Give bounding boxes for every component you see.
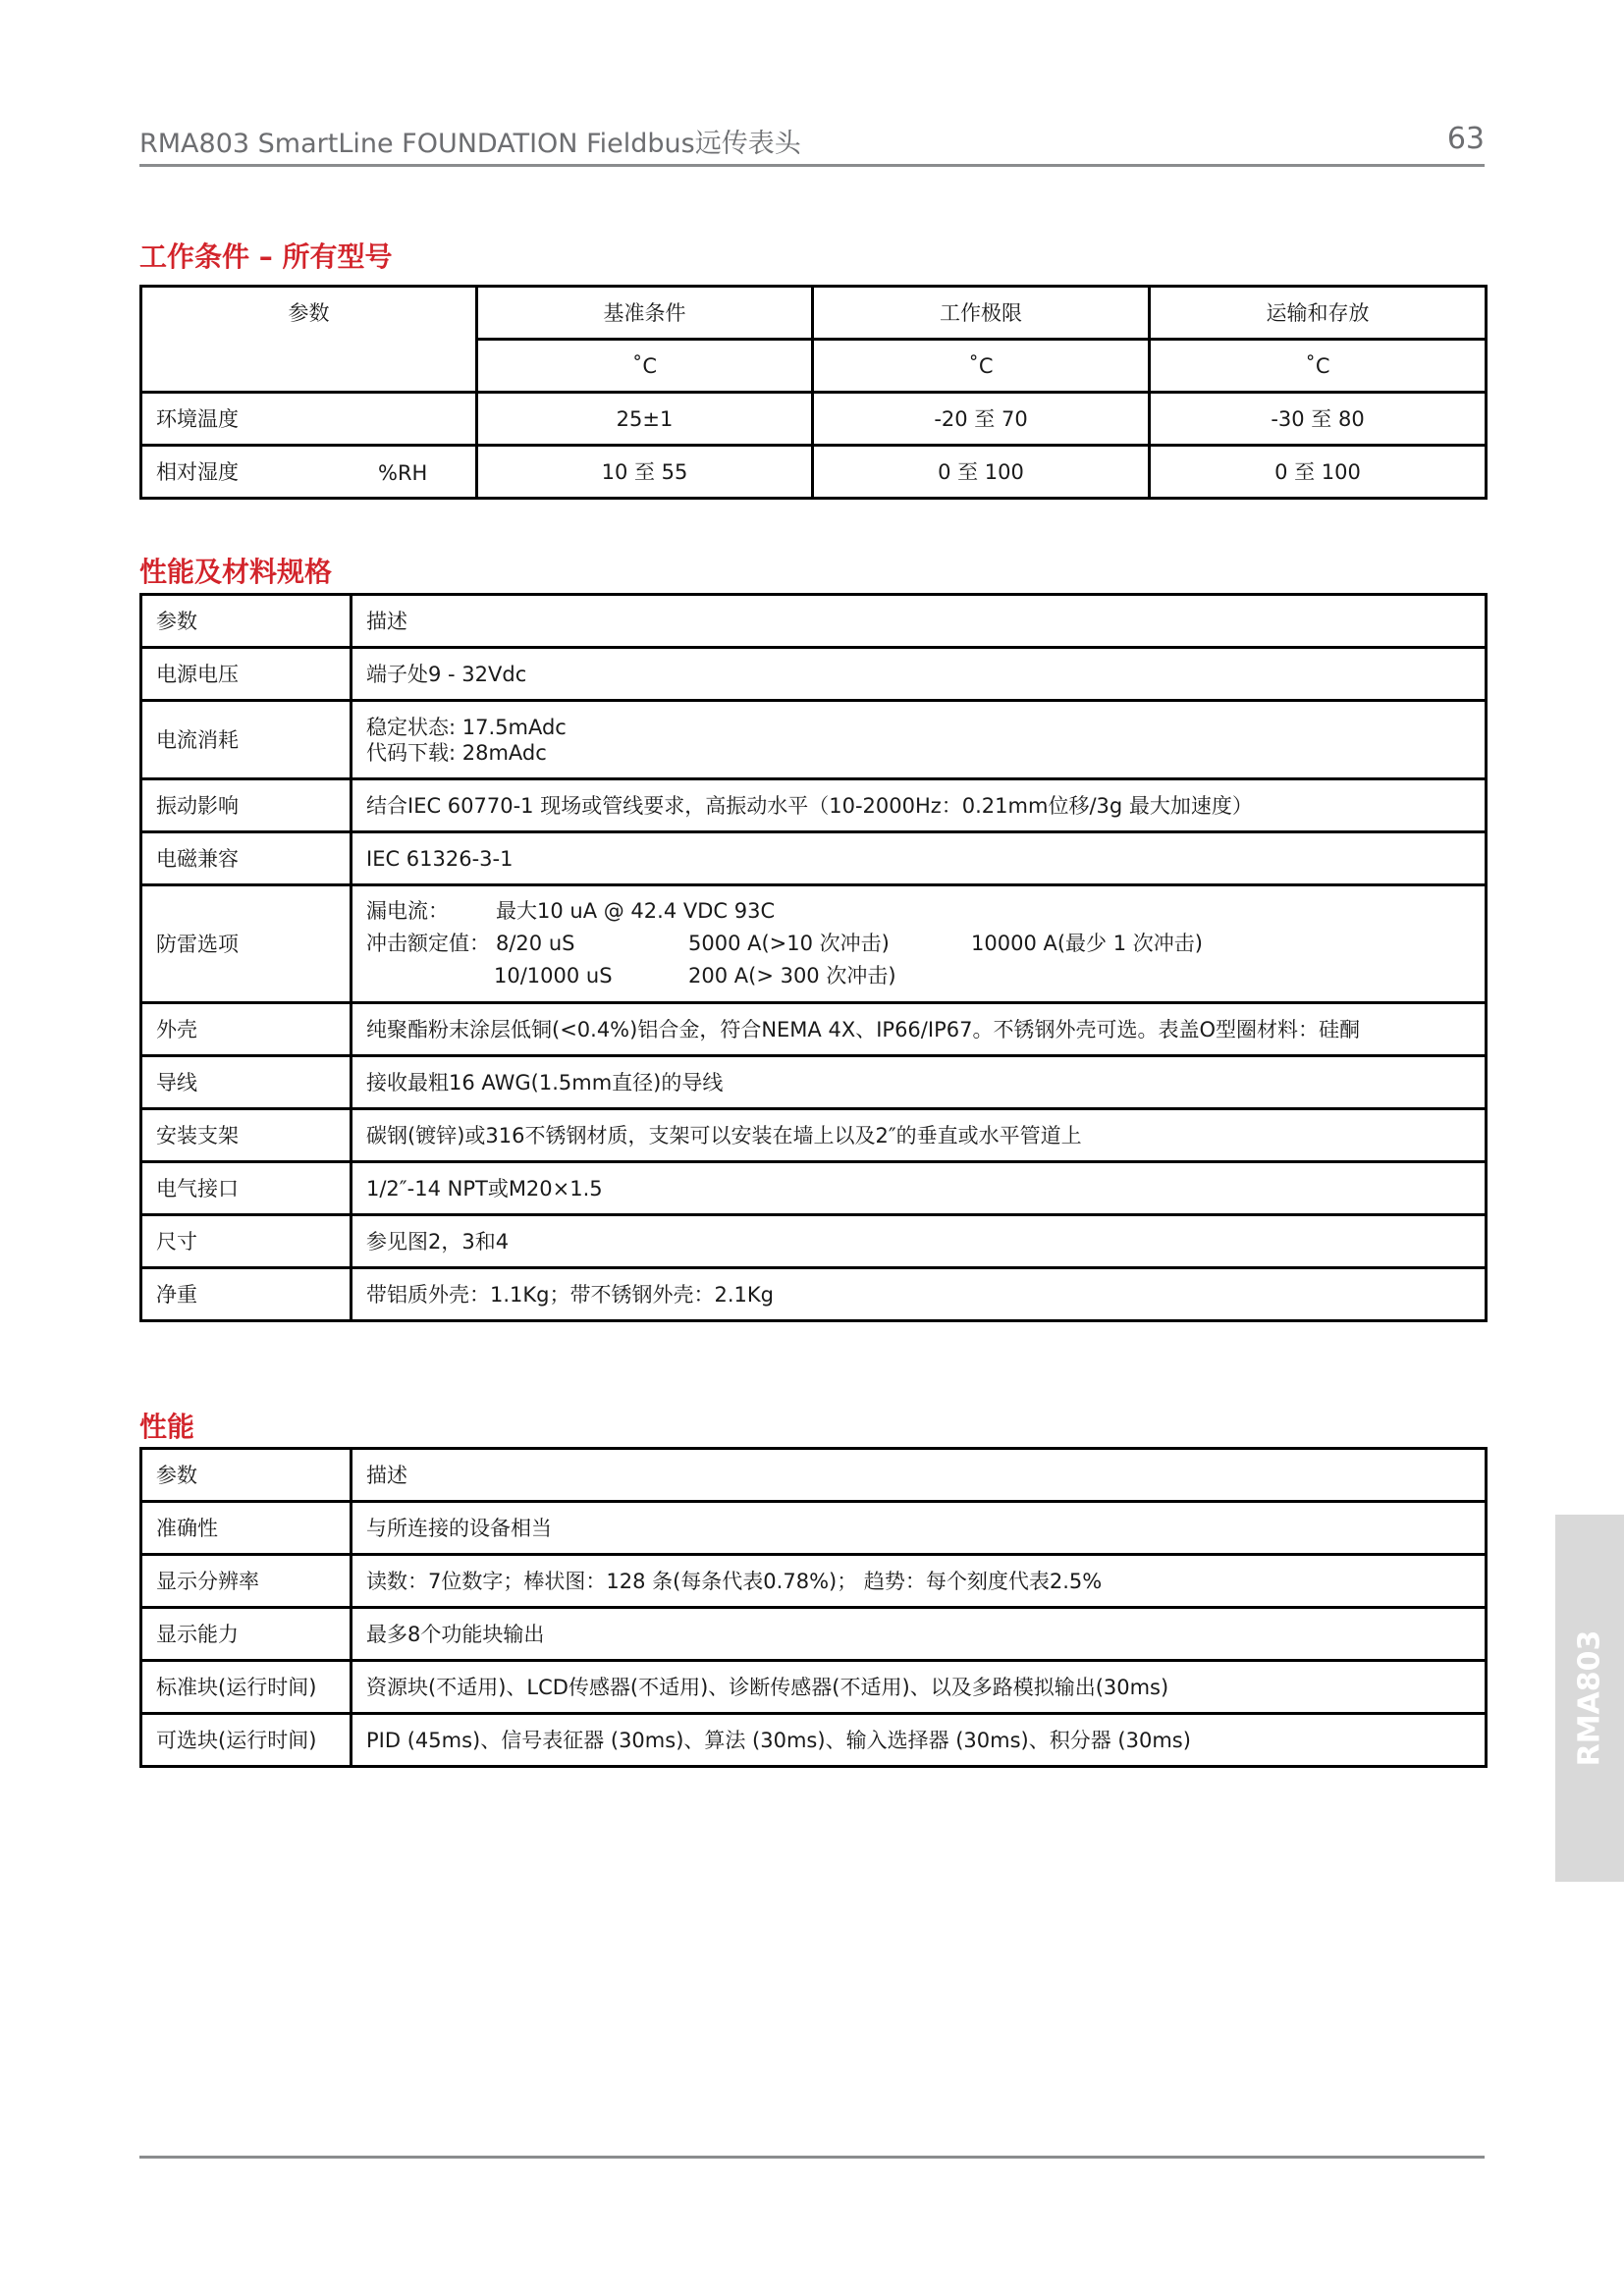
desc-cell: IEC 61326-3-1 — [352, 832, 1487, 885]
table-row — [141, 1714, 1487, 1767]
operating-conditions-table — [139, 285, 1488, 500]
table-header-row — [141, 1449, 1487, 1502]
header-cell: 参数 — [141, 287, 477, 393]
desc-cell — [352, 701, 1487, 779]
param-cell: 标准块(运行时间) — [141, 1661, 352, 1714]
param-cell: 防雷选项 — [141, 885, 352, 1003]
desc-cell: 纯聚酯粉末涂层低铜(<0.4%)铝合金，符合NEMA 4X、IP66/IP67。不锈钢外壳可选。表盖O型圈材料：硅酮 — [352, 1003, 1487, 1056]
header-cell: 参数 — [141, 595, 352, 648]
page-header — [139, 116, 1485, 167]
desc-cell: 带铝质外壳：1.1Kg；带不锈钢外壳：2.1Kg — [352, 1268, 1487, 1321]
footer-divider — [139, 2156, 1485, 2159]
performance-title: 性能 — [139, 1411, 195, 1443]
param-cell: 安装支架 — [141, 1109, 352, 1162]
table-row — [141, 1109, 1487, 1162]
desc-cell: 资源块(不适用)、LCD传感器(不适用)、诊断传感器(不适用)、以及多路模拟输出(30ms) — [352, 1661, 1487, 1714]
param-cell: 相对湿度 %RH — [141, 446, 477, 499]
table-row — [141, 779, 1487, 832]
table-row — [141, 1268, 1487, 1321]
table-row — [141, 1661, 1487, 1714]
table-row — [141, 446, 1487, 499]
value-cell: 0 至 100 — [813, 446, 1150, 499]
table-row — [141, 832, 1487, 885]
header-cell: 参数 — [141, 1449, 352, 1502]
table-row — [141, 1056, 1487, 1109]
performance-table — [139, 1447, 1488, 1768]
header-cell: 运输和存放 — [1150, 287, 1487, 340]
value-cell: 10 至 55 — [477, 446, 813, 499]
desc-cell: 读数：7位数字；棒状图：128 条(每条代表0.78%)； 趋势：每个刻度代表2.5% — [352, 1555, 1487, 1608]
param-cell: 显示分辨率 — [141, 1555, 352, 1608]
desc-line: 10/1000 uS 200 A(> 300 次冲击) — [494, 964, 896, 988]
desc-cell: 与所连接的设备相当 — [352, 1502, 1487, 1555]
operating-conditions-title: 工作条件 – 所有型号 — [139, 240, 393, 273]
table-header-row — [141, 595, 1487, 648]
value-cell: -20 至 70 — [813, 393, 1150, 446]
unit-cell: ˚C — [477, 340, 813, 393]
table-header-row — [141, 287, 1487, 340]
desc-cell: PID (45ms)、信号表征器 (30ms)、算法 (30ms)、输入选择器 (30ms)、积分器 (30ms) — [352, 1714, 1487, 1767]
desc-line: 漏电流： 最大10 uA @ 42.4 VDC 93C — [366, 899, 776, 923]
table-row — [141, 1162, 1487, 1215]
value-cell: -30 至 80 — [1150, 393, 1487, 446]
table-row — [141, 1608, 1487, 1661]
param-cell: 电源电压 — [141, 648, 352, 701]
desc-cell: 参见图2，3和4 — [352, 1215, 1487, 1268]
param-cell: 导线 — [141, 1056, 352, 1109]
param-cell: 可选块(运行时间) — [141, 1714, 352, 1767]
param-cell: 显示能力 — [141, 1608, 352, 1661]
param-cell: 外壳 — [141, 1003, 352, 1056]
side-section-tab — [1555, 1515, 1624, 1882]
desc-cell: 碳钢(镀锌)或316不锈钢材质，支架可以安装在墙上以及2″的垂直或水平管道上 — [352, 1109, 1487, 1162]
param-cell: 振动影响 — [141, 779, 352, 832]
specifications-table — [139, 593, 1488, 1322]
header-cell: 基准条件 — [477, 287, 813, 340]
page-number: 63 — [1446, 122, 1485, 156]
desc-cell: 1/2″-14 NPT或M20×1.5 — [352, 1162, 1487, 1215]
desc-cell: 结合IEC 60770-1 现场或管线要求，高振动水平（10-2000Hz：0.21mm位移/3g 最大加速度） — [352, 779, 1487, 832]
table-row — [141, 393, 1487, 446]
desc-line: 稳定状态: 17.5mAdc — [366, 715, 567, 739]
param-cell: 电流消耗 — [141, 701, 352, 779]
table-row — [141, 701, 1487, 779]
param-cell: 环境温度 — [141, 393, 477, 446]
side-tab-label: RMA803 — [1572, 1629, 1607, 1767]
table-row — [141, 1555, 1487, 1608]
document-title: RMA803 SmartLine FOUNDATION Fieldbus远传表头 — [139, 129, 801, 159]
desc-cell: 最多8个功能块输出 — [352, 1608, 1487, 1661]
unit-label: %RH — [378, 461, 428, 485]
header-cell: 描述 — [352, 595, 1487, 648]
value-cell: 25±1 — [477, 393, 813, 446]
param-cell: 电磁兼容 — [141, 832, 352, 885]
table-row — [141, 1003, 1487, 1056]
param-cell: 净重 — [141, 1268, 352, 1321]
param-cell: 尺寸 — [141, 1215, 352, 1268]
table-row — [141, 885, 1487, 1003]
desc-cell: 接收最粗16 AWG(1.5mm直径)的导线 — [352, 1056, 1487, 1109]
table-row — [141, 1502, 1487, 1555]
param-cell: 准确性 — [141, 1502, 352, 1555]
specifications-title: 性能及材料规格 — [139, 556, 333, 588]
desc-cell: 端子处9 - 32Vdc — [352, 648, 1487, 701]
unit-cell: ˚C — [813, 340, 1150, 393]
desc-line: 冲击额定值： 8/20 uS 5000 A(>10 次冲击) 10000 A(最少 1 次冲击) — [366, 932, 1203, 955]
desc-cell — [352, 885, 1487, 1003]
unit-cell: ˚C — [1150, 340, 1487, 393]
desc-line: 代码下载: 28mAdc — [366, 740, 547, 765]
value-cell: 0 至 100 — [1150, 446, 1487, 499]
table-row — [141, 648, 1487, 701]
param-cell: 电气接口 — [141, 1162, 352, 1215]
header-cell: 描述 — [352, 1449, 1487, 1502]
table-row — [141, 1215, 1487, 1268]
header-cell: 工作极限 — [813, 287, 1150, 340]
